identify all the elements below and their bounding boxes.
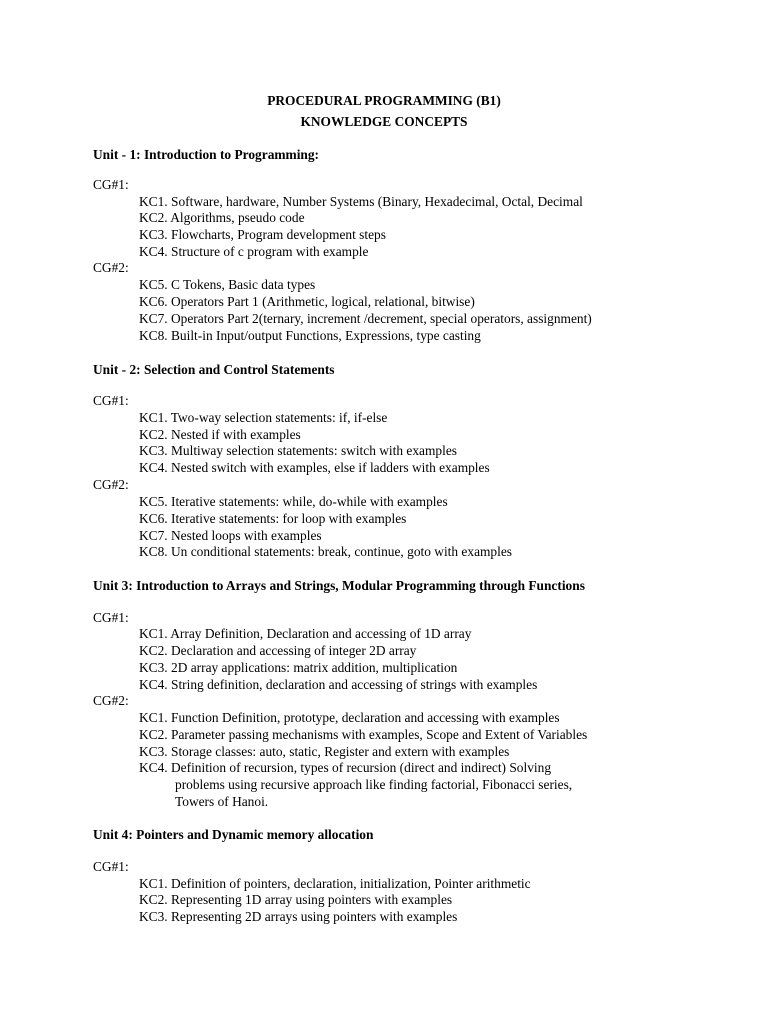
list-item: KC2. Parameter passing mechanisms with examples, Scope and Extent of Variables: [139, 727, 588, 742]
unit-2-cg1-label: CG#1:: [93, 393, 129, 408]
list-item: KC3. Storage classes: auto, static, Register and extern with examples: [139, 744, 510, 759]
list-item: KC7. Nested loops with examples: [139, 528, 322, 543]
list-item: KC5. Iterative statements: while, do-while with examples: [139, 494, 448, 509]
list-item: KC2. Nested if with examples: [139, 427, 301, 442]
list-item: KC4. Definition of recursion, types of recursion (direct and indirect) Solving: [139, 760, 552, 775]
unit-2-cg2-label: CG#2:: [93, 477, 129, 492]
unit-2-heading: Unit - 2: Selection and Control Statements: [93, 362, 335, 377]
list-item: KC2. Algorithms, pseudo code: [139, 210, 305, 225]
list-item: KC1. Software, hardware, Number Systems (Binary, Hexadecimal, Octal, Decimal: [139, 194, 583, 209]
list-item: KC2. Declaration and accessing of integer 2D array: [139, 643, 417, 658]
list-item: KC4. Structure of c program with example: [139, 244, 369, 259]
unit-3-cg2-label: CG#2:: [93, 693, 129, 708]
list-item: KC4. Nested switch with examples, else if ladders with examples: [139, 460, 490, 475]
document-subtitle: KNOWLEDGE CONCEPTS: [300, 114, 468, 129]
list-item-continuation: Towers of Hanoi.: [175, 794, 269, 809]
list-item-continuation: problems using recursive approach like finding factorial, Fibonacci series,: [175, 777, 573, 792]
document-title: PROCEDURAL PROGRAMMING (B1): [267, 93, 501, 108]
unit-4-heading: Unit 4: Pointers and Dynamic memory allocation: [93, 827, 374, 842]
unit-3-heading: Unit 3: Introduction to Arrays and Strings, Modular Programming through Functions: [93, 578, 585, 593]
unit-1-heading: Unit - 1: Introduction to Programming:: [93, 147, 320, 162]
list-item: KC1. Two-way selection statements: if, if-else: [139, 410, 388, 425]
unit-1-cg2-label: CG#2:: [93, 260, 129, 275]
list-item: KC3. Flowcharts, Program development steps: [139, 227, 386, 242]
list-item: KC7. Operators Part 2(ternary, increment /decrement, special operators, assignment): [139, 311, 592, 326]
list-item: KC8. Built-in Input/output Functions, Expressions, type casting: [139, 328, 481, 343]
list-item: KC8. Un conditional statements: break, continue, goto with examples: [139, 544, 513, 559]
list-item: KC5. C Tokens, Basic data types: [139, 277, 316, 292]
list-item: KC6. Iterative statements: for loop with examples: [139, 511, 407, 526]
unit-3-cg1-label: CG#1:: [93, 610, 129, 625]
list-item: KC2. Representing 1D array using pointers with examples: [139, 892, 453, 907]
list-item: KC1. Array Definition, Declaration and accessing of 1D array: [139, 626, 472, 641]
list-item: KC3. Multiway selection statements: switch with examples: [139, 443, 457, 458]
list-item: KC1. Definition of pointers, declaration, initialization, Pointer arithmetic: [139, 876, 531, 891]
list-item: KC3. 2D array applications: matrix addition, multiplication: [139, 660, 458, 675]
list-item: KC1. Function Definition, prototype, declaration and accessing with examples: [139, 710, 560, 725]
list-item: KC3. Representing 2D arrays using pointers with examples: [139, 909, 458, 924]
list-item: KC4. String definition, declaration and accessing of strings with examples: [139, 677, 538, 692]
list-item: KC6. Operators Part 1 (Arithmetic, logical, relational, bitwise): [139, 294, 475, 309]
unit-4-cg1-label: CG#1:: [93, 859, 129, 874]
unit-1-cg1-label: CG#1:: [93, 177, 129, 192]
